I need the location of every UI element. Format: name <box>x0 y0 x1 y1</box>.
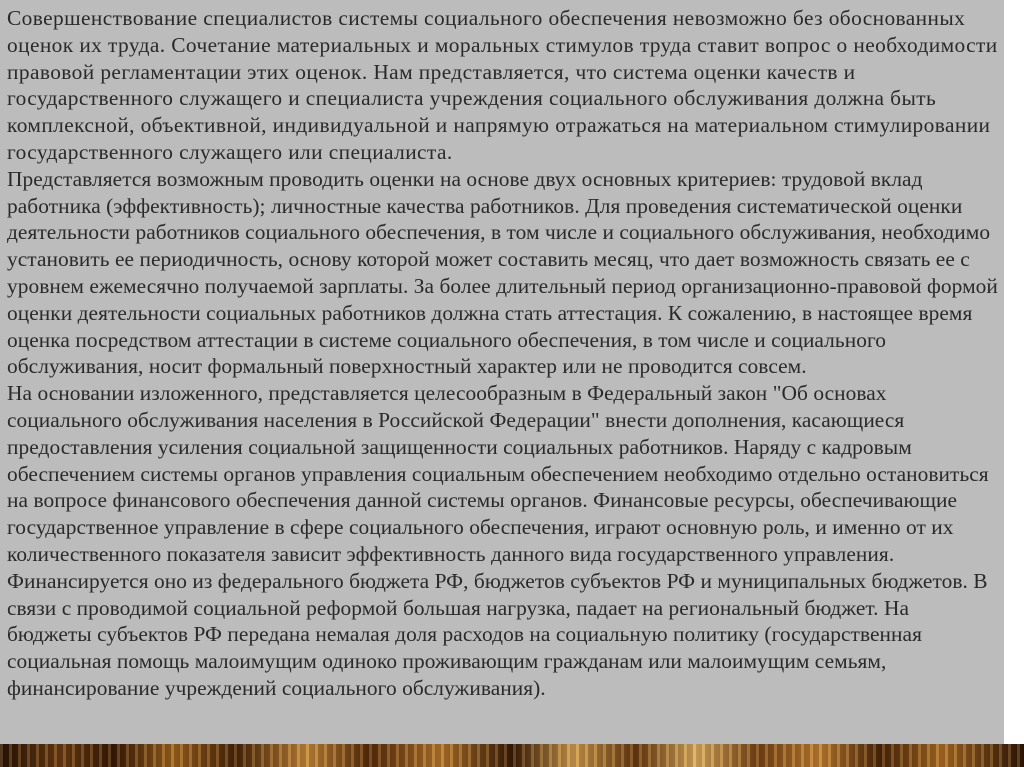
body-text <box>7 5 999 702</box>
decorative-bottom-strip <box>0 744 1024 767</box>
paragraph-3: На основании изложенного, представляется целесообразным в Федеральный закон "Об основах социального обслуживания населения в Российской Федерации" внести дополнения, касающиеся предоставления усиления социальной защищенности социальных работников. Наряду с кадровым обеспечением системы органов управления социальным обеспечением необходимо отдельно остановиться на вопросе финансового обеспечения данной системы органов. Финансовые ресурсы, обеспечивающие государственное управление в сфере социального обеспечения, играют основную роль, и именно от их количественного показателя зависит эффективность данного вида государственного управления. Финансируется оно из федерального бюджета РФ, бюджетов субъектов РФ и муниципальных бюджетов. В связи с проводимой социальной реформой большая нагрузка, падает на региональный бюджет. На бюджеты субъектов РФ передана немалая доля расходов на социальную политику (государственная социальная помощь малоимущим одиноко проживающим гражданам или малоимущим семьям, финансирование учреждений социального обслуживания). <box>7 381 989 700</box>
paragraph-2: Представляется возможным проводить оценки на основе двух основных критериев: трудовой вклад работника (эффективность); личностные качества работников. Для проведения систематической оценки деятельности работников социального обеспечения, в том числе и социального обслуживания, необходимо установить ее периодичность, основу которой может составить месяц, что дает возможность связать ее с уровнем ежемесячно получаемой зарплаты. За более длительный период организационно-правовой формой оценки деятельности социальных работников должна стать аттестация. К сожалению, в настоящее время оценка посредством аттестации в системе социального обеспечения, в том числе и социального обслуживания, носит формальный поверхностный характер или не проводится совсем. <box>7 166 998 379</box>
paragraph-1: Совершенствование специалистов системы социального обеспечения невозможно без обоснованных оценок их труда. Сочетание материальных и моральных стимулов труда ставит вопрос о необходимости правовой регламентации этих оценок. Нам представляется, что система оценки качеств и государственного служащего и специалиста учреждения социального обслуживания должна быть комплексной, объективной, индивидуальной и напрямую отражаться на материальном стимулировании государственного служащего или специалиста. <box>7 6 998 164</box>
